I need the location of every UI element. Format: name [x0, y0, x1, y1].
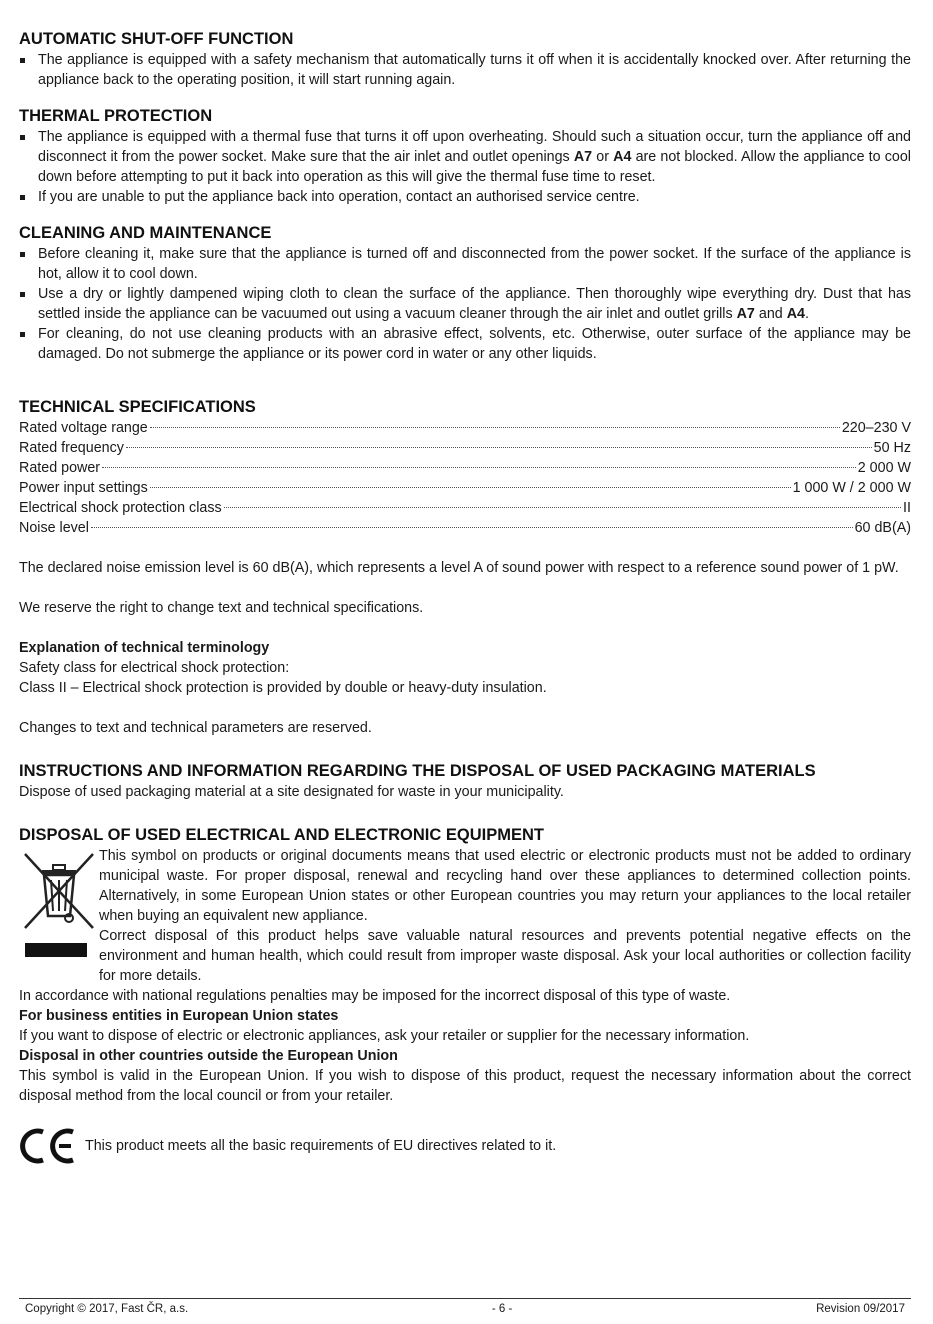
spec-value: II	[903, 500, 911, 516]
thermal-section	[19, 105, 911, 207]
bullet-icon	[20, 252, 25, 257]
ce-mark-icon	[19, 1128, 77, 1164]
copyright: Copyright © 2017, Fast ČR, a.s.	[25, 1303, 189, 1315]
specs-section	[19, 396, 911, 738]
weee-penalties: In accordance with national regulations penalties may be imposed for the incorrect disposal of this type of waste.	[19, 988, 731, 1004]
eu-heading: For business entities in European Union states	[19, 1008, 339, 1024]
packaging-heading: INSTRUCTIONS AND INFORMATION REGARDING THE DISPOSAL OF USED PACKAGING MATERIALS	[19, 762, 816, 780]
cleaning-list	[19, 244, 911, 364]
list-item: If you are unable to put the appliance back into operation, contact an authorised service centre.	[19, 187, 911, 207]
spec-label: Noise level	[19, 520, 89, 536]
page-number: - 6 -	[491, 1303, 513, 1315]
spec-row	[19, 498, 911, 518]
non-eu-text: This symbol is valid in the European Union. If you wish to dispose of this product, request the necessary information about the correct disposal method from the local council or from your retailer.	[19, 1068, 911, 1104]
spec-value: 60 dB(A)	[854, 520, 911, 536]
specs-table	[19, 418, 911, 538]
spec-value: 2 000 W	[857, 460, 911, 476]
ce-text: This product meets all the basic requirements of EU directives related to it.	[85, 1138, 557, 1154]
shutoff-list	[19, 50, 911, 90]
spec-row	[19, 418, 911, 438]
list-item: Use a dry or lightly dampened wiping cloth to clean the surface of the appliance. Then thoroughly wipe everything dry. Dust that has settled inside the appliance can be vacuumed out using a vacuum cleaner through the air inlet and outlet grills A7 and A4.	[19, 284, 911, 324]
shutoff-section	[19, 28, 911, 90]
crossed-bin-icon	[19, 846, 99, 966]
cleaning-heading: CLEANING AND MAINTENANCE	[19, 224, 272, 242]
bullet-icon	[20, 58, 25, 63]
packaging-section	[19, 760, 911, 802]
bullet-icon	[20, 332, 25, 337]
weee-text	[99, 846, 911, 986]
spec-row	[19, 438, 911, 458]
thermal-heading: THERMAL PROTECTION	[19, 107, 213, 125]
list-item: The appliance is equipped with a safety mechanism that automatically turns it off when it is accidentally knocked over. After returning the appliance back to the operating position, it will start running again.	[19, 50, 911, 90]
list-item: For cleaning, do not use cleaning products with an abrasive effect, solvents, etc. Otherwise, outer surface of the appliance may be damaged. Do not submerge the appliance or its power cord in water or any other liquids.	[19, 324, 911, 364]
list-item: Before cleaning it, make sure that the appliance is turned off and disconnected from the power socket. If the surface of the appliance is hot, allow it to cool down.	[19, 244, 911, 284]
terminology-heading: Explanation of technical terminology	[19, 640, 270, 656]
spec-row	[19, 518, 911, 538]
ce-row	[19, 1128, 911, 1164]
dot-leader	[150, 427, 840, 428]
part-code: A4	[613, 149, 632, 165]
bullet-icon	[20, 195, 25, 200]
spec-value: 50 Hz	[873, 440, 911, 456]
shutoff-heading: AUTOMATIC SHUT-OFF FUNCTION	[19, 30, 294, 48]
part-code: A7	[573, 149, 593, 165]
list-item: The appliance is equipped with a thermal fuse that turns it off upon overheating. Should such a situation occur, turn the appliance off and disconnect it from the power socket. Make sure that the air inlet and outlet openings A7 or A4 are not blocked. Allow the appliance to cool down before attempting to put it back into operation as this will give the thermal fuse time to reset.	[19, 127, 911, 187]
specs-heading: TECHNICAL SPECIFICATIONS	[19, 398, 256, 416]
spec-value: 1 000 W / 2 000 W	[792, 480, 911, 496]
page-footer	[19, 1298, 911, 1319]
weee-para: Correct disposal of this product helps save valuable natural resources and prevents potential negative effects on the environment and human health, which could result from improper waste disposal. Ask your local authorities or collection facility for more details.	[99, 928, 911, 984]
spec-label: Electrical shock protection class	[19, 500, 222, 516]
eu-text: If you want to dispose of electric or electronic appliances, ask your retailer or supplier for the necessary information.	[19, 1028, 750, 1044]
spec-row	[19, 478, 911, 498]
part-code: A7	[736, 306, 755, 322]
spec-label: Power input settings	[19, 480, 148, 496]
changes-note: Changes to text and technical parameters are reserved.	[19, 720, 372, 736]
spec-row	[19, 458, 911, 478]
cleaning-section	[19, 222, 911, 364]
dot-leader	[102, 467, 856, 468]
bullet-icon	[20, 292, 25, 297]
non-eu-heading: Disposal in other countries outside the European Union	[19, 1048, 398, 1064]
weee-para: This symbol on products or original documents means that used electric or electronic products must not be added to ordinary municipal waste. For proper disposal, renewal and recycling hand over these appliances to determined collection points. Alternatively, in some European Union states or other European countries you may return your appliances to the local retailer when buying an equivalent new appliance.	[99, 848, 911, 924]
spec-label: Rated voltage range	[19, 420, 148, 436]
weee-block	[19, 846, 911, 986]
spec-label: Rated power	[19, 460, 101, 476]
terminology-line: Class II – Electrical shock protection is provided by double or heavy-duty insulation.	[19, 680, 547, 696]
packaging-text: Dispose of used packaging material at a site designated for waste in your municipality.	[19, 784, 564, 800]
revision: Revision 09/2017	[816, 1303, 905, 1315]
part-code: A4	[786, 306, 805, 322]
dot-leader	[224, 507, 901, 508]
weee-section	[19, 824, 911, 1106]
bullet-icon	[20, 135, 25, 140]
noise-note: The declared noise emission level is 60 dB(A), which represents a level A of sound power with respect to a reference sound power of 1 pW.	[19, 560, 899, 576]
manual-page	[19, 28, 911, 1164]
reserve-note: We reserve the right to change text and technical specifications.	[19, 600, 424, 616]
dot-leader	[150, 487, 791, 488]
spec-label: Rated frequency	[19, 440, 124, 456]
dot-leader	[91, 527, 853, 528]
dot-leader	[126, 447, 872, 448]
thermal-list	[19, 127, 911, 207]
terminology-line: Safety class for electrical shock protection:	[19, 660, 290, 676]
spec-value: 220–230 V	[841, 420, 911, 436]
weee-heading: DISPOSAL OF USED ELECTRICAL AND ELECTRONIC EQUIPMENT	[19, 826, 544, 844]
